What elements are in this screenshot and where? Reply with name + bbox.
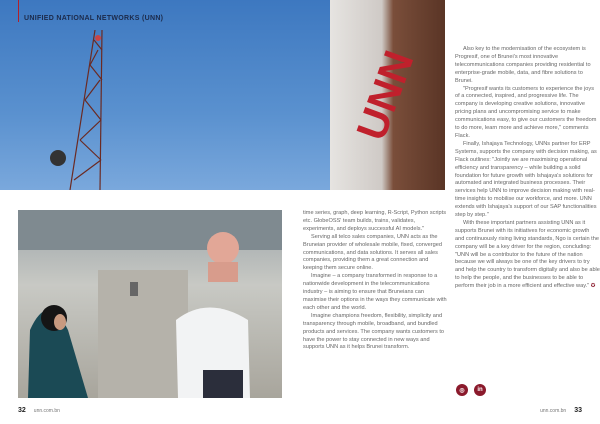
tower-photo xyxy=(0,0,445,190)
unn-sign: UNN xyxy=(347,44,423,147)
linkedin-icon[interactable]: in xyxy=(474,384,486,396)
paragraph: time series, graph, deep learning, R-Script, Python scripts etc. GlobeOSS' team builds, trains, validates, experiments, and deploys successful AI models." xyxy=(303,210,447,232)
right-column-text xyxy=(455,46,600,291)
telecom-tower-image xyxy=(40,30,120,190)
social-icons xyxy=(456,384,486,396)
web-icon[interactable]: ◎ xyxy=(456,384,468,396)
section-title: UNIFIED NATIONAL NETWORKS (UNN) xyxy=(24,15,164,22)
paragraph: "Progresif wants its customers to experience the joys of a connected, inspired, and progressive life. The company is developing creative solutions, innovative pricing plans and uncompromising service to make communications easy, to give our customers the freedom to do more, learn more and achieve more," comments Flack. xyxy=(455,85,597,139)
page-number: 32 xyxy=(18,407,26,414)
people-photo xyxy=(18,210,282,398)
website-url: unn.com.bn xyxy=(540,407,567,414)
middle-column-text xyxy=(303,210,447,352)
paragraph: Also key to the modernisation of the ecosystem is Progresif, one of Brunei's most innovative telecommunications companies providing residential to enterprise-grade mobile, data, and fibre solutions to Brunei. xyxy=(455,46,591,84)
people-image xyxy=(18,210,282,398)
end-mark-icon: ✪ xyxy=(590,283,596,290)
paragraph: Serving all telco sales companies, UNN acts as the Bruneian provider of wholesale mobile, fixed, converged communications, and data solutions. It serves all sales companies, providing them a great connection and keeping them secure online. xyxy=(303,233,442,272)
left-folio xyxy=(18,407,60,414)
page-number: 33 xyxy=(574,407,582,414)
paragraph: With these important partners assisting UNN as it supports Brunei with its initiatives for economic growth and continuously rising living standards, Ngo is certain the company will be a key driver for the region, concluding: "UNN will be a contributor to the future of the nation because we will always be one of the key drivers to try and help the country to transform digitally and also be able to help the people, and the businesses to be able to perform their job in a more efficient and effective way." xyxy=(455,219,600,290)
paragraph: Imagine champions freedom, flexibility, simplicity and transparency through mobile, broadband, and bundled products and services. The company wants customers to have the power to stay connected in new ways and supports UNN as it helps Brunei transform. xyxy=(303,312,445,351)
accent-line xyxy=(18,0,19,22)
paragraph: Finally, Ishajaya Technology, UNNs partner for ERP Systems, supports the company with decision making, as Flack outlines: "Jointly we are maximising operational efficiency and transparency – while building a solid foundation for future growth with Ishajaya's solutions for automated and integrated business processes. Their services help UNN to improve decision making with real-time insights to mobilise our workforce, and more. UNN extends with Ishajaya's support of our SAP functionalities step by step." xyxy=(455,140,597,219)
right-folio xyxy=(540,407,582,414)
website-url: unn.com.bn xyxy=(33,407,60,414)
paragraph: Imagine – a company transformed in response to a nationwide development in the telecommunications industry – is aiming to ensure that Bruneians can maximise their options in the ways they communicate with each other and the world. xyxy=(303,273,447,311)
